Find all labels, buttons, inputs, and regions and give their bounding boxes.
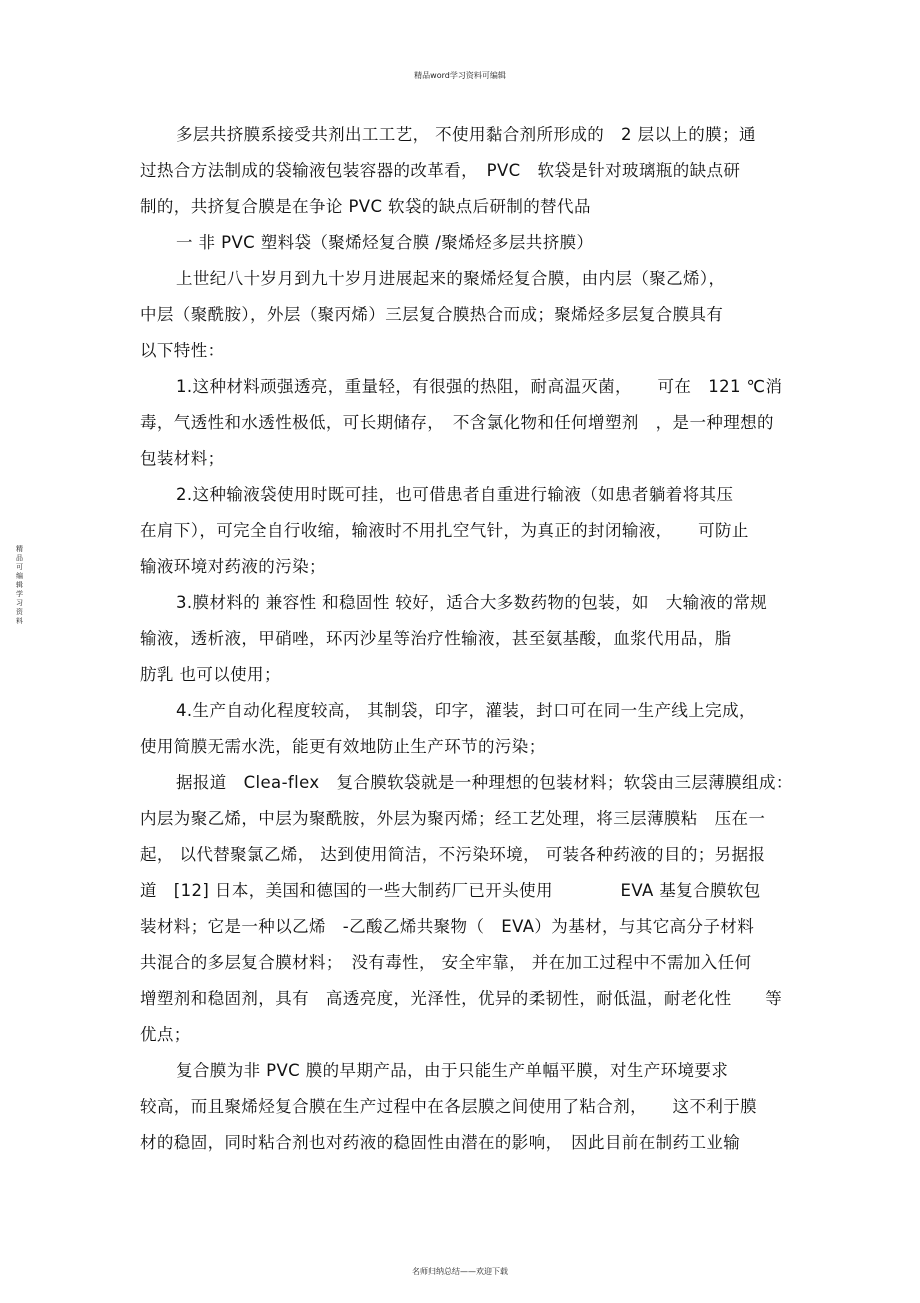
list-item-1: 1.这种材料顽强透亮，重量轻，有很强的热阻，耐高温灭菌， 可在 121 ℃消 [176, 377, 783, 396]
text-line: 以下特性： [140, 341, 225, 360]
text-line: 毒，气透性和水透性极低，可长期储存， 不含氯化物和任何增塑剂 ，是一种理想的 [140, 413, 774, 432]
text-line: 内层为聚乙烯，中层为聚酰胺，外层为聚丙烯；经工艺处理，将三层薄膜粘 压在一 [140, 809, 766, 828]
page-footer: 名师归纳总结——欢迎下载 [412, 1267, 508, 1276]
text-line: 多层共挤膜系接受共剂出工工艺， 不使用黏合剂所形成的 2 层以上的膜；通 [176, 125, 756, 144]
text-line: 中层（聚酰胺），外层（聚丙烯）三层复合膜热合而成；聚烯烃多层复合膜具有 [140, 305, 724, 324]
list-item-3: 3.膜材料的 兼容性 和稳固性 较好，适合大多数药物的包装，如 大输液的常规 [176, 593, 768, 612]
text-line: 较高，而且聚烯烃复合膜在生产过程中在各层膜之间使用了粘合剂， 这不利于膜 [140, 1097, 758, 1116]
text-line: 肪乳 也可以使用； [140, 665, 281, 684]
text-line: 增塑剂和稳固剂，具有 高透亮度，光泽性，优异的柔韧性，耐低温，耐老化性 等 [140, 989, 783, 1008]
text-line: 包装材料； [140, 449, 225, 468]
text-line: 装材料；它是一种以乙烯 -乙酸乙烯共聚物（ EVA）为基材，与其它高分子材料 [140, 917, 755, 936]
text-line: 上世纪八十岁月到九十岁月进展起来的聚烯烃复合膜，由内层（聚乙烯）， [176, 269, 726, 288]
list-item-2: 2.这种输液袋使用时既可挂，也可借患者自重进行输液（如患者躺着将其压 [176, 485, 734, 504]
text-line: 过热合方法制成的袋输液包装容器的改革看， PVC 软袋是针对玻璃瓶的缺点研 [140, 161, 741, 180]
text-line: 输液，透析液，甲硝唑，环丙沙星等治疗性输液，甚至氨基酸，血浆代用品，脂 [140, 629, 732, 648]
text-line: 起， 以代替聚氯乙烯， 达到使用简洁，不污染环境， 可装各种药液的目的；另据报 [140, 845, 766, 864]
section-heading: 一 非 PVC 塑料袋（聚烯烃复合膜 /聚烯烃多层共挤膜） [176, 233, 594, 252]
document-body [140, 122, 800, 1166]
page-header: 精品word学习资料可编辑 [414, 71, 506, 80]
text-line: 使用简膜无需水洗，能更有效地防止生产环节的污染； [140, 737, 546, 756]
text-line: 共混合的多层复合膜材料； 没有毒性， 安全牢靠， 并在加工过程中不需加入任何 [140, 953, 752, 972]
list-item-4: 4.生产自动化程度较高， 其制袋，印字，灌装，封口可在同一生产线上完成， [176, 701, 756, 720]
text-line: 据报道 Clea-flex 复合膜软袋就是一种理想的包装材料；软袋由三层薄膜组成： [176, 773, 793, 792]
text-line: 在肩下），可完全自行收缩，输液时不用扎空气针，为真正的封闭输液， 可防止 [140, 521, 749, 540]
text-line: 输液环境对药液的污染； [140, 557, 326, 576]
text-line: 优点； [140, 1025, 191, 1044]
text-line: 制的，共挤复合膜是在争论 PVC 软袋的缺点后研制的替代品 [140, 197, 591, 216]
text-line: 复合膜为非 PVC 膜的早期产品，由于只能生产单幅平膜，对生产环境要求 [176, 1061, 729, 1080]
text-line: 材的稳固，同时粘合剂也对药液的稳固性由潜在的影响， 因此目前在制药工业输 [140, 1133, 741, 1152]
side-watermark-note: 精品可编辑学习资料 [16, 545, 23, 625]
text-line: 道 [12] 日本，美国和德国的一些大制药厂已开头使用 EVA 基复合膜软包 [140, 881, 761, 900]
